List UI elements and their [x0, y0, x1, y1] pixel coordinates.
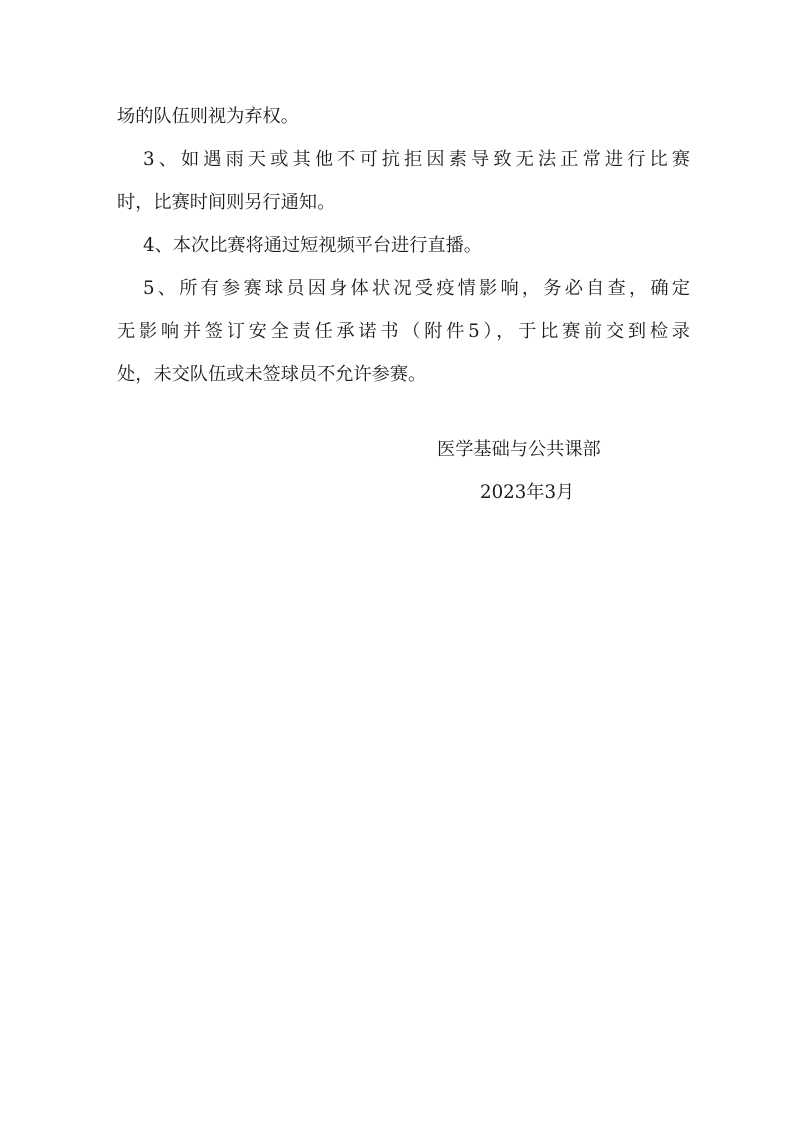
item-5-line-3: 处，未交队伍或未签球员不允许参赛。 [117, 364, 427, 385]
item-3-text-1: 3、如遇雨天或其他不可抗拒因素导致无法正常进行比赛 [143, 149, 690, 170]
item-3-line-2: 时，比赛时间则另行通知。 [117, 192, 336, 213]
body-line-1: 场的队伍则视为弃权。 [117, 106, 299, 127]
item-5-line-1 [117, 276, 690, 302]
signature-department: 医学基础与公共课部 [437, 439, 601, 460]
signature-date: 2023年3月 [480, 482, 575, 503]
item-4-text: 4、本次比赛将通过短视频平台进行直播。 [143, 235, 482, 256]
item-5-text-1: 5、所有参赛球员因身体状况受疫情影响，务必自查，确定 [143, 278, 690, 299]
item-4-line [117, 233, 482, 259]
item-3-line-1 [117, 147, 690, 173]
item-5-line-2: 无影响并签订安全责任承诺书（附件5），于比赛前交到检录 [117, 321, 690, 342]
